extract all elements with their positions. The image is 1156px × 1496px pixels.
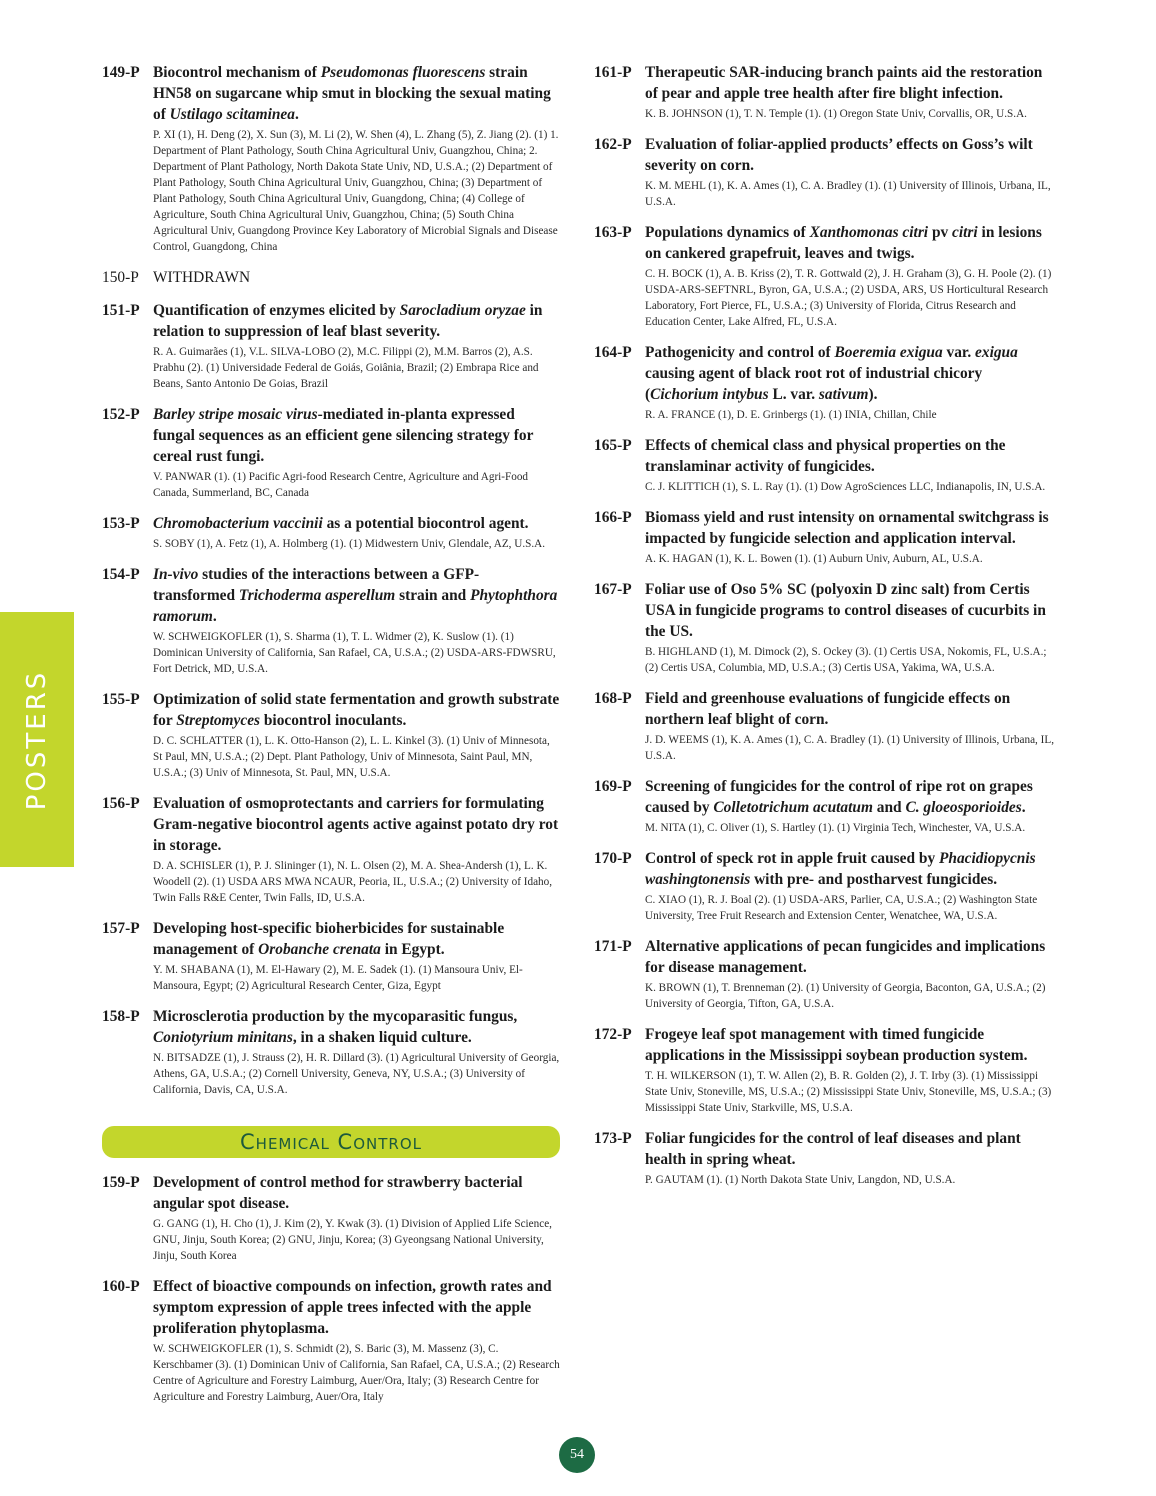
poster-authors: C. XIAO (1), R. J. Boal (2). (1) USDA-ARS, Parlier, CA, U.S.A.; (2) Washington State University, Tree Fruit Research and Extension Center, Wenatchee, WA, U.S.A. <box>645 894 1038 922</box>
title-italic-segment: Xanthomonas citri <box>809 224 929 241</box>
title-italic-segment: sativum <box>818 386 869 403</box>
poster-title <box>645 507 1056 549</box>
poster-number: 167-P <box>594 581 632 598</box>
title-segment: Field and greenhouse evaluations of fungicide effects on northern leaf blight of corn. <box>645 690 1011 728</box>
poster-number: 156-P <box>102 795 140 812</box>
title-italic-segment: Boeremia exigua <box>834 344 943 361</box>
entry-heading <box>102 793 560 856</box>
poster-title <box>153 300 560 342</box>
title-segment: Evaluation of foliar-applied products’ effects on Goss’s wilt severity on corn. <box>645 136 1033 174</box>
poster-title <box>645 579 1056 642</box>
posters-side-tab <box>0 612 74 867</box>
title-segment: Biomass yield and rust intensity on ornamental switchgrass is impacted by fungicide selection and application interval. <box>645 509 1049 547</box>
title-segment: causing agent of black root rot of industrial chicory ( <box>645 365 983 403</box>
title-segment: Therapeutic SAR-inducing branch paints aid the restoration of pear and apple tree health after fire blight infection. <box>645 64 1043 102</box>
poster-title <box>153 689 560 731</box>
entry-heading <box>594 134 1056 176</box>
title-italic-segment: Sarocladium oryzae <box>399 302 526 319</box>
poster-authors: P. XI (1), H. Deng (2), X. Sun (3), M. Li (2), W. Shen (4), L. Zhang (5), Z. Jiang (2). (1) 1. Department of Plant Pathology, South China Agricultural Univ, Guangzhou, China; 2. Department of Plant Pathology, North Dakota State Univ, ND, U.S.A.; (2) Department of Plant Pathology, South China Agricultural Univ, Guangzhou, China; (3) Department of Plant Pathology, South China Agricultural Univ, Guangdong, China; (4) College of Agriculture, South China Agricultural Univ, Guangzhou, China; (5) South China Agricultural Univ, Guangdong Province Key Laboratory of Microbial Signals and Disease Control, Guangdong, China <box>153 129 559 253</box>
poster-authors: S. SOBY (1), A. Fetz (1), A. Holmberg (1). (1) Midwestern Univ, Glendale, AZ, U.S.A. <box>153 538 546 550</box>
title-segment: -mediated in-planta expressed fungal sequences as an efficient gene silencing strategy for cereal rust fungi. <box>153 406 534 465</box>
title-segment: . <box>294 106 299 123</box>
abstract-entry <box>102 1172 560 1264</box>
title-segment: biocontrol inoculants. <box>260 712 407 729</box>
entry-heading <box>594 342 1056 405</box>
abstract-entry <box>594 507 1056 567</box>
title-segment: Pathogenicity and control of <box>645 344 835 361</box>
poster-number: 159-P <box>102 1174 140 1191</box>
entry-heading <box>594 62 1056 104</box>
title-segment: Populations dynamics of <box>645 224 810 241</box>
poster-authors: Y. M. SHABANA (1), M. El-Hawary (2), M. E. Sadek (1). (1) Mansoura Univ, El-Mansoura, Egypt; (2) Agricultural Research Center, Giza, Egypt <box>153 964 523 992</box>
poster-authors: D. A. SCHISLER (1), P. J. Slininger (1), N. L. Olsen (2), M. A. Shea-Andersh (1), L. K. Woodell (2). (1) USDA ARS MWA NCAUR, Peoria, IL, U.S.A.; (2) University of Idaho, Twin Falls R&E Center, Twin Falls, ID, U.S.A. <box>153 860 553 904</box>
title-segment: Frogeye leaf spot management with timed fungicide applications in the Mississippi soybean production system. <box>645 1026 1028 1064</box>
title-segment: var. <box>942 344 976 361</box>
title-italic-segment: exigua <box>975 344 1018 361</box>
abstract-entry <box>594 936 1056 1012</box>
poster-title <box>645 936 1056 978</box>
abstract-entry <box>594 342 1056 423</box>
entry-heading <box>594 579 1056 642</box>
title-segment: studies of the interactions between a GFP-transformed <box>153 566 480 604</box>
title-italic-segment: Trichoderma asperellum <box>238 587 396 604</box>
poster-title <box>645 1128 1056 1170</box>
title-italic-segment: Colletotrichum acutatum <box>713 799 873 816</box>
poster-title <box>153 513 560 534</box>
abstract-entry <box>594 222 1056 330</box>
title-segment: Evaluation of osmoprotectants and carriers for formulating Gram-negative biocontrol agents active against potato dry rot in storage. <box>153 795 559 854</box>
entry-heading <box>102 300 560 342</box>
poster-number: 158-P <box>102 1008 140 1025</box>
abstract-entry <box>102 1006 560 1098</box>
left-column <box>102 62 560 1417</box>
title-segment: . <box>1021 799 1026 816</box>
poster-title <box>645 688 1056 730</box>
title-segment: Effects of chemical class and physical properties on the translaminar activity of fungicides. <box>645 437 1006 475</box>
title-segment: WITHDRAWN <box>153 269 251 286</box>
entry-heading <box>102 564 560 627</box>
title-italic-segment: In-vivo <box>153 566 199 583</box>
abstract-entry <box>594 435 1056 495</box>
poster-title <box>153 918 560 960</box>
title-italic-segment: C. gloeosporioides <box>905 799 1022 816</box>
title-segment: Biocontrol mechanism of <box>153 64 321 81</box>
poster-title <box>645 222 1056 264</box>
title-italic-segment: Phytophthora ramorum <box>153 587 558 625</box>
right-entries <box>594 62 1056 1188</box>
poster-title <box>153 404 560 467</box>
title-segment: as a potential biocontrol agent. <box>322 515 529 532</box>
entry-heading <box>594 936 1056 978</box>
poster-title <box>645 776 1056 818</box>
poster-number: 157-P <box>102 920 140 937</box>
poster-number: 155-P <box>102 691 140 708</box>
poster-authors: T. H. WILKERSON (1), T. W. Allen (2), B. R. Golden (2), J. T. Irby (3). (1) Mississippi State Univ, Stoneville, MS, U.S.A.; (2) Mississippi State Univ, Stoneville, MS, U.S.A.; (3) Mississippi State Univ, Starkville, MS, U.S.A. <box>645 1070 1052 1114</box>
abstract-entry <box>102 689 560 781</box>
title-segment: in lesions on cankered grapefruit, leaves and twigs. <box>645 224 1042 262</box>
title-italic-segment: Pseudomonas fluorescens <box>320 64 486 81</box>
abstract-entry <box>594 62 1056 122</box>
poster-number: 168-P <box>594 690 632 707</box>
abstract-entry <box>594 579 1056 676</box>
abstract-entry <box>102 300 560 392</box>
title-segment: Alternative applications of pecan fungicides and implications for disease management. <box>645 938 1046 976</box>
title-italic-segment: Coniotyrium minitans <box>153 1029 293 1046</box>
title-segment: Foliar fungicides for the control of leaf diseases and plant health in spring wheat. <box>645 1130 1021 1168</box>
poster-authors: C. H. BOCK (1), A. B. Kriss (2), T. R. Gottwald (2), J. H. Graham (3), G. H. Poole (2). (1) USDA-ARS-SEFTNRL, Byron, GA, U.S.A.; (2) USDA, ARS, US Horticultural Research Laboratory, Fort Pierce, FL, U.S.A.; (3) University of Florida, Citrus Research and Education Center, Lake Alfred, FL, U.S.A. <box>645 268 1052 328</box>
entry-heading <box>594 1024 1056 1066</box>
poster-number: 170-P <box>594 850 632 867</box>
title-segment: Screening of fungicides for the control of ripe rot on grapes caused by <box>645 778 1033 816</box>
poster-authors: K. B. JOHNSON (1), T. N. Temple (1). (1) Oregon State Univ, Corvallis, OR, U.S.A. <box>645 108 1027 120</box>
title-segment: in relation to suppression of leaf blast severity. <box>153 302 543 340</box>
right-column <box>594 62 1056 1200</box>
poster-title <box>153 793 560 856</box>
poster-number: 152-P <box>102 406 140 423</box>
title-segment: Development of control method for strawberry bacterial angular spot disease. <box>153 1174 523 1212</box>
poster-authors: A. K. HAGAN (1), K. L. Bowen (1). (1) Auburn Univ, Auburn, AL, U.S.A. <box>645 553 983 565</box>
entry-heading <box>594 222 1056 264</box>
title-segment: Optimization of solid state fermentation and growth substrate for <box>153 691 560 729</box>
poster-authors: P. GAUTAM (1). (1) North Dakota State Univ, Langdon, ND, U.S.A. <box>645 1174 956 1186</box>
entry-heading <box>102 689 560 731</box>
poster-number: 154-P <box>102 566 140 583</box>
poster-number: 166-P <box>594 509 632 526</box>
poster-title <box>153 1172 560 1214</box>
poster-authors: G. GANG (1), H. Cho (1), J. Kim (2), Y. Kwak (3). (1) Division of Applied Life Science, GNU, Jinju, South Korea; (2) GNU, Jinju, Korea; (3) Gyeongsang National University, Jinju, South Korea <box>153 1218 552 1262</box>
poster-title <box>645 1024 1056 1066</box>
poster-title <box>645 848 1056 890</box>
poster-number: 173-P <box>594 1130 632 1147</box>
title-segment: Quantification of enzymes elicited by <box>153 302 400 319</box>
poster-authors: R. A. FRANCE (1), D. E. Grinbergs (1). (1) INIA, Chillan, Chile <box>645 409 937 421</box>
poster-authors: B. HIGHLAND (1), M. Dimock (2), S. Ockey (3). (1) Certis USA, Nokomis, FL, U.S.A.; (2) Certis USA, Columbia, MD, U.S.A.; (3) Certis USA, Yakima, WA, U.S.A. <box>645 646 1047 674</box>
poster-number: 162-P <box>594 136 632 153</box>
title-segment: Foliar use of Oso 5% SC (polyoxin D zinc salt) from Certis USA in fungicide programs to control diseases of cucurbits in the US. <box>645 581 1046 640</box>
entry-heading <box>102 404 560 467</box>
poster-title <box>153 1276 560 1339</box>
poster-number: 150-P <box>102 269 139 286</box>
poster-number: 172-P <box>594 1026 632 1043</box>
page-number: 54 <box>559 1437 595 1473</box>
entry-heading <box>594 435 1056 477</box>
poster-authors: W. SCHWEIGKOFLER (1), S. Schmidt (2), S. Baric (3), M. Massenz (3), C. Kerschbamer (3). (1) Dominican Univ of California, San Rafael, CA, U.S.A.; (2) Research Centre of Agriculture and Forestry Laimburg, Auer/Ora, Italy; (3) Research Centre for Agriculture and Forestry Laimburg, Auer/Ora, Italy <box>153 1343 560 1403</box>
abstract-entry <box>594 1128 1056 1188</box>
poster-number: 169-P <box>594 778 632 795</box>
abstract-entry <box>594 134 1056 210</box>
poster-title <box>645 134 1056 176</box>
title-italic-segment: Cichorium intybus <box>650 386 769 403</box>
poster-title <box>153 62 560 125</box>
title-italic-segment: Orobanche crenata <box>258 941 381 958</box>
title-segment: and <box>872 799 906 816</box>
poster-number: 171-P <box>594 938 632 955</box>
poster-authors: D. C. SCHLATTER (1), L. K. Otto-Hanson (2), L. L. Kinkel (3). (1) Univ of Minnesota, St Paul, MN, U.S.A.; (2) Dept. Plant Pathology, Univ of Minnesota, Saint Paul, MN, U.S.A.; (3) Univ of Minnesota, St. Paul, MN, U.S.A. <box>153 735 550 779</box>
poster-authors: K. M. MEHL (1), K. A. Ames (1), C. A. Bradley (1). (1) University of Illinois, Urbana, IL, U.S.A. <box>645 180 1051 208</box>
title-segment: strain HN58 on sugarcane whip smut in blocking the sexual mating of <box>153 64 551 123</box>
side-tab-label: POSTERS <box>22 669 52 811</box>
entry-heading <box>594 507 1056 549</box>
section-heading-chemical-control: Chemical Control <box>102 1126 560 1158</box>
abstract-entry <box>594 848 1056 924</box>
left-entries-before <box>102 62 560 1098</box>
poster-authors: V. PANWAR (1). (1) Pacific Agri-food Research Centre, Agriculture and Agri-Food Canada, Summerland, BC, Canada <box>153 471 529 499</box>
title-italic-segment: citri <box>952 224 978 241</box>
title-segment: Microsclerotia production by the mycoparasitic fungus, <box>153 1008 518 1025</box>
poster-number: 151-P <box>102 302 140 319</box>
poster-number: 161-P <box>594 64 632 81</box>
poster-authors: C. J. KLITTICH (1), S. L. Ray (1). (1) Dow AgroSciences LLC, Indianapolis, IN, U.S.A. <box>645 481 1046 493</box>
abstract-entry <box>594 776 1056 836</box>
poster-authors: M. NITA (1), C. Oliver (1), S. Hartley (1). (1) Virginia Tech, Winchester, VA, U.S.A. <box>645 822 1026 834</box>
title-segment: Effect of bioactive compounds on infection, growth rates and symptom expression of apple trees infected with the apple proliferation phytoplasma. <box>153 1278 552 1337</box>
poster-title <box>645 342 1056 405</box>
title-segment: pv <box>928 224 953 241</box>
title-segment: in Egypt. <box>380 941 445 958</box>
poster-authors: W. SCHWEIGKOFLER (1), S. Sharma (1), T. L. Widmer (2), K. Suslow (1). (1) Dominican University of California, San Rafael, CA, U.S.A.; (2) USDA-ARS-FDWSRU, Fort Detrick, MD, U.S.A. <box>153 631 556 675</box>
title-segment: Developing host-specific bioherbicides for sustainable management of <box>153 920 505 958</box>
entry-heading <box>102 62 560 125</box>
poster-number: 153-P <box>102 515 140 532</box>
entry-heading <box>594 848 1056 890</box>
poster-number: 160-P <box>102 1278 140 1295</box>
entry-heading <box>594 776 1056 818</box>
poster-authors: J. D. WEEMS (1), K. A. Ames (1), C. A. Bradley (1). (1) University of Illinois, Urbana, IL, U.S.A. <box>645 734 1055 762</box>
title-segment: Control of speck rot in apple fruit caused by <box>645 850 940 867</box>
title-italic-segment: Phacidiopycnis washingtonensis <box>645 850 1036 888</box>
poster-authors: N. BITSADZE (1), J. Strauss (2), H. R. Dillard (3). (1) Agricultural University of Georgia, Athens, GA, U.S.A.; (2) Cornell University, Geneva, NY, U.S.A.; (3) University of California, Davis, CA, U.S.A. <box>153 1052 560 1096</box>
abstract-entry <box>102 62 560 255</box>
abstract-entry <box>102 1276 560 1405</box>
title-segment: L. var. <box>768 386 819 403</box>
abstract-entry <box>102 404 560 501</box>
entry-heading <box>594 1128 1056 1170</box>
title-italic-segment: Barley stripe mosaic virus <box>153 406 318 423</box>
abstract-entry <box>102 918 560 994</box>
entry-heading <box>102 1172 560 1214</box>
left-entries-after <box>102 1172 560 1405</box>
poster-number: 149-P <box>102 64 140 81</box>
entry-heading <box>102 1006 560 1048</box>
entry-heading <box>102 267 560 288</box>
poster-number: 164-P <box>594 344 632 361</box>
entry-heading <box>102 918 560 960</box>
title-segment: strain and <box>395 587 471 604</box>
title-italic-segment: Streptomyces <box>176 712 261 729</box>
abstract-entry <box>102 513 560 552</box>
abstract-entry <box>102 793 560 906</box>
entry-heading <box>102 513 560 534</box>
title-segment: with pre- and postharvest fungicides. <box>750 871 998 888</box>
title-segment: , in a shaken liquid culture. <box>292 1029 472 1046</box>
poster-title <box>153 1006 560 1048</box>
poster-title <box>153 267 560 288</box>
entry-heading <box>102 1276 560 1339</box>
entry-heading <box>594 688 1056 730</box>
poster-authors: K. BROWN (1), T. Brenneman (2). (1) University of Georgia, Baconton, GA, U.S.A.; (2) University of Georgia, Tifton, GA, U.S.A. <box>645 982 1046 1010</box>
abstract-entry <box>594 688 1056 764</box>
title-segment: . <box>212 608 217 625</box>
poster-title <box>645 62 1056 104</box>
poster-number: 163-P <box>594 224 632 241</box>
title-italic-segment: Chromobacterium vaccinii <box>153 515 323 532</box>
poster-authors: R. A. Guimarães (1), V.L. SILVA-LOBO (2), M.C. Filippi (2), M.M. Barros (2), A.S. Prabhu (2). (1) Universidade Federal de Goiás, Goiânia, Brazil; (2) Embrapa Rice and Beans, Santo Antonio De Goias, Brazil <box>153 346 539 390</box>
title-italic-segment: Ustilago scitaminea <box>169 106 295 123</box>
title-segment: ). <box>868 386 878 403</box>
poster-number: 165-P <box>594 437 632 454</box>
poster-title <box>645 435 1056 477</box>
abstract-entry <box>102 267 560 288</box>
poster-title <box>153 564 560 627</box>
abstract-entry <box>594 1024 1056 1116</box>
abstract-entry <box>102 564 560 677</box>
